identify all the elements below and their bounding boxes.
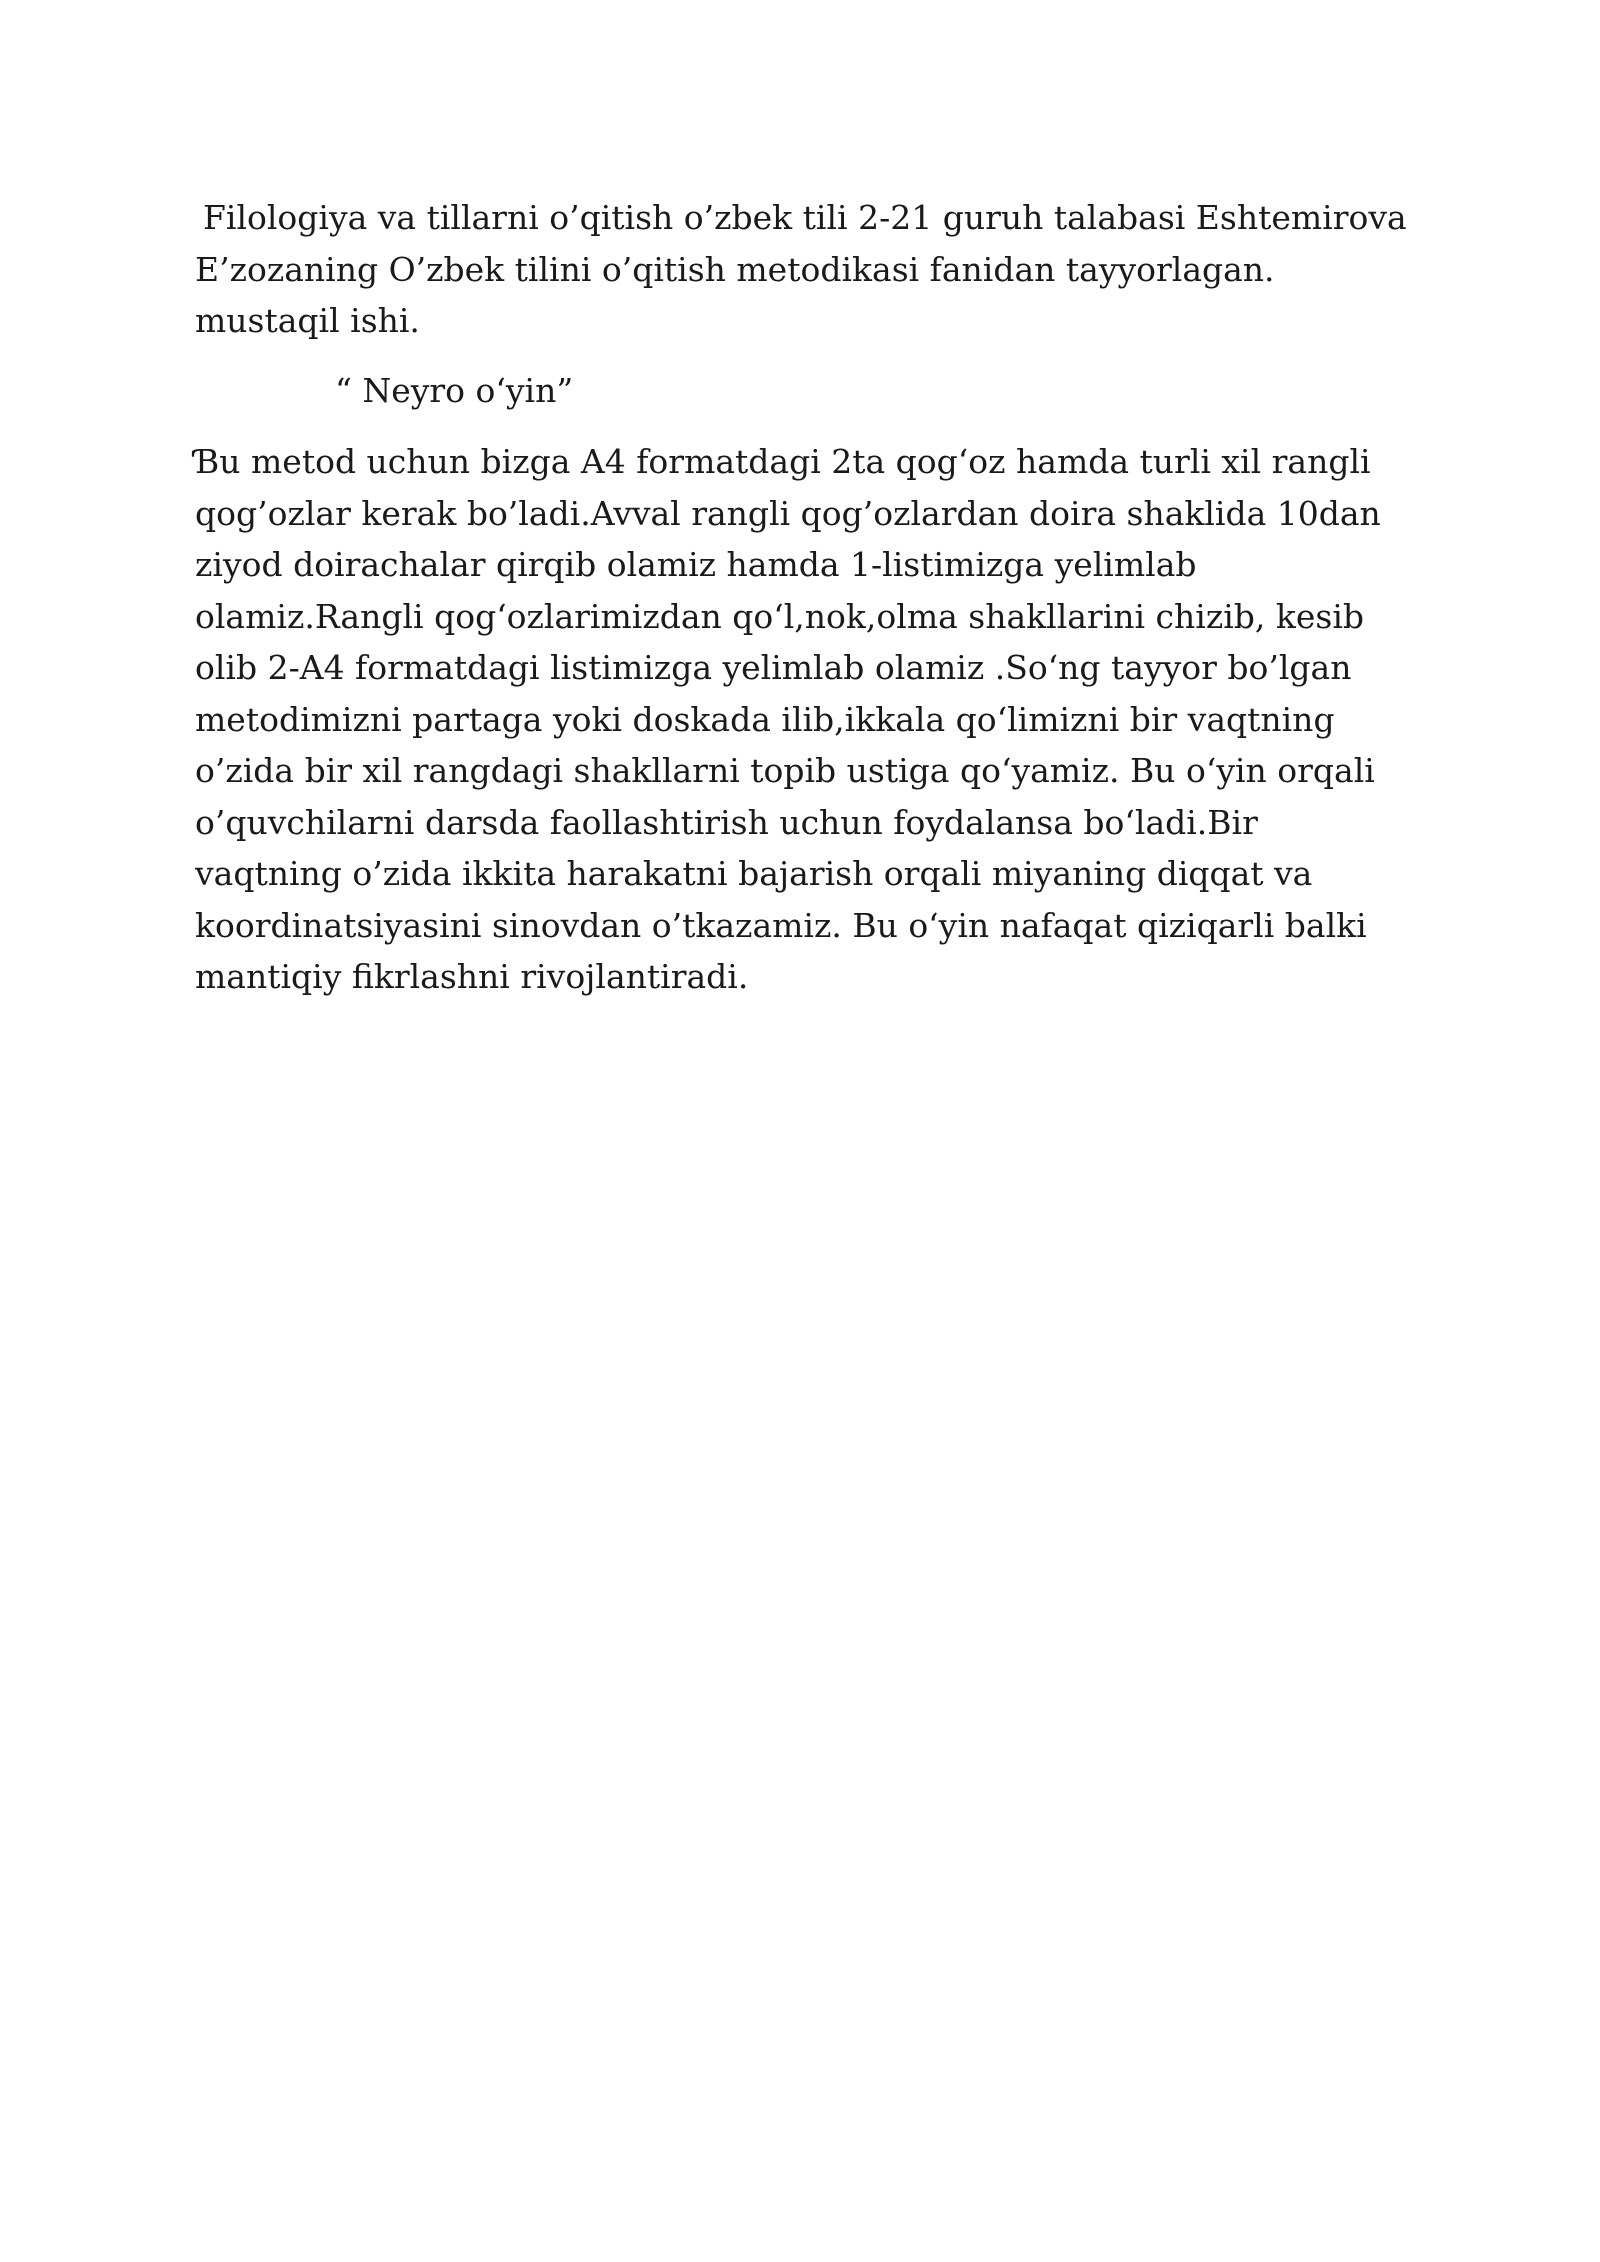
body-paragraph: Ɓu metod uchun bizga A4 formatdagi 2ta qog‘oz hamda turli xil rangli qog’ozlar kerak bo’ladi.Avval rangli qog’ozlardan doira shaklida 10dan ziyod doirachalar qirqib olamiz hamda 1-listimizga yelimlab olamiz.Rangli qog‘ozlarimizdan qo‘l,nok,olma shakllarini chizib, kesib olib 2-A4 formatdagi listimizga yelimlab olamiz .So‘ng tayyor bo’lgan metodimizni partaga yoki doskada ilib,ikkala qo‘limizni bir vaqtning o’zida bir xil rangdagi shakllarni topib ustiga qo‘yamiz. Bu o‘yin orqali o’quvchilarni darsda faollashtirish uchun foydalansa bo‘ladi.Bir vaqtning o’zida ikkita harakatni bajarish orqali miyaning diqqat va koordinatsiyasini sinovdan o’tkazamiz. Bu o‘yin nafaqat qiziqarli balki mantiqiy fikrlashni rivojlantiradi. (195, 442, 1381, 996)
intro-paragraph: Filologiya va tillarni o’qitish o’zbek tili 2-21 guruh talabasi Eshtemirova E’zozaning O’zbek tilini o’qitish metodikasi fanidan tayyorlagan. mustaqil ishi. (195, 198, 1407, 340)
document-title: “ Neyro o‘yin” (335, 370, 574, 410)
document-content (195, 192, 1410, 1003)
